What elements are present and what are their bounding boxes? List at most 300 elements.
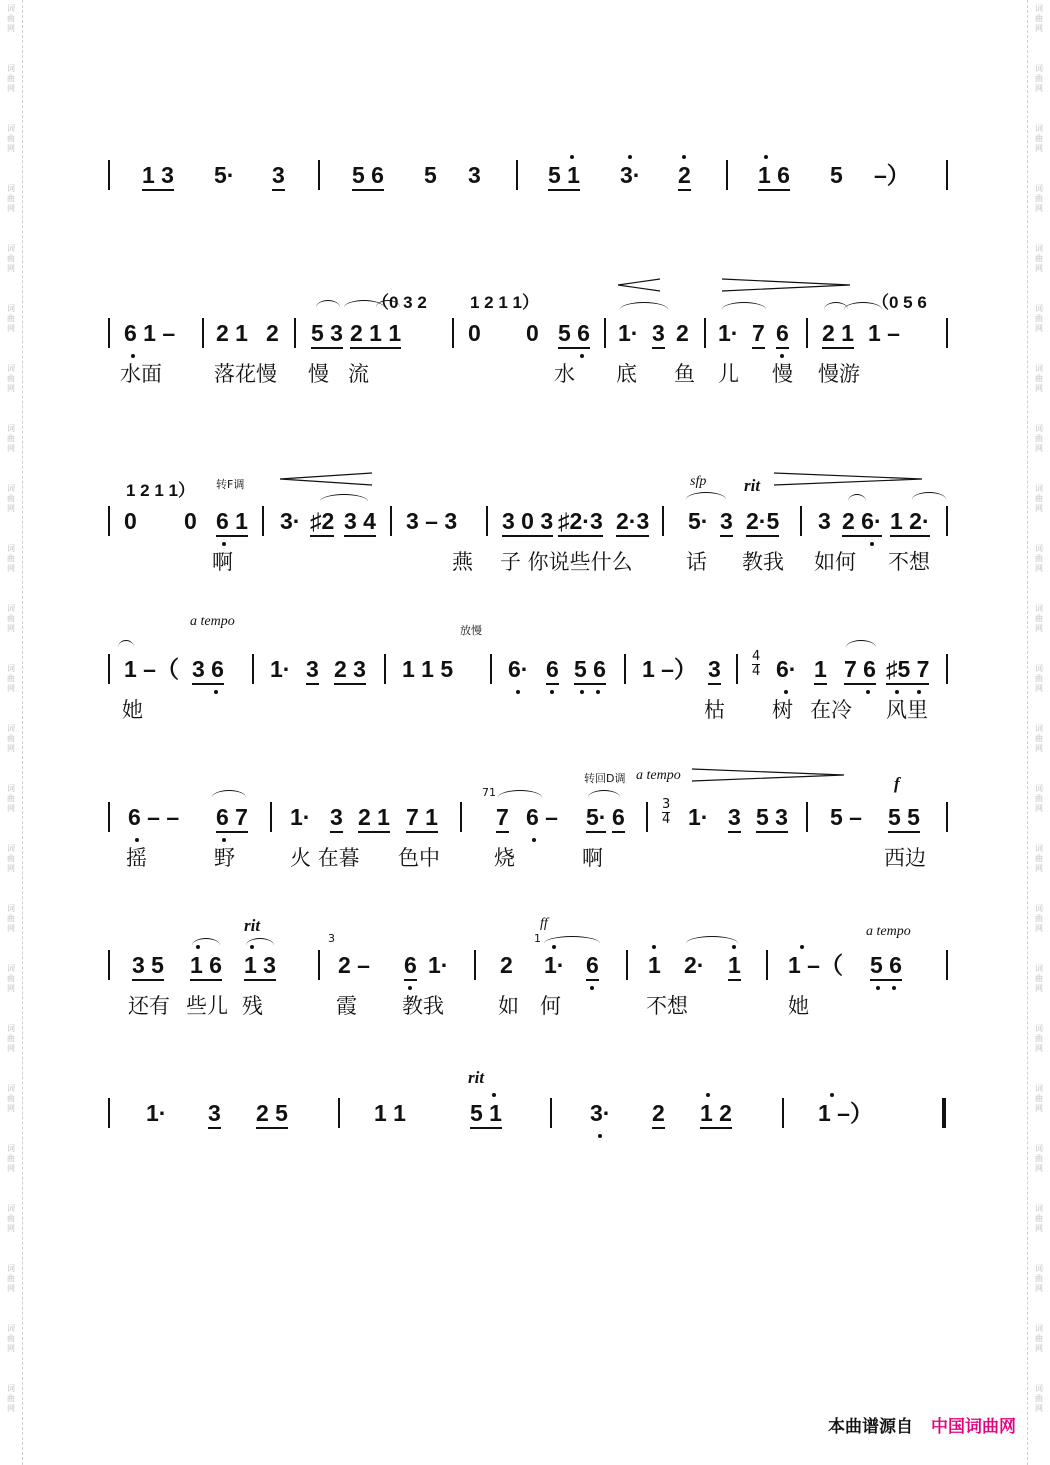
- slur: [722, 302, 766, 317]
- note-group: 6 7: [216, 804, 248, 830]
- watermark-text: 词 曲 网: [1035, 964, 1043, 993]
- note-group: 1 1 5: [402, 656, 454, 682]
- octave-dot-high: [800, 945, 804, 949]
- note-group: 2: [652, 1100, 665, 1126]
- tempo-dynamic-mark: a tempo: [190, 614, 235, 629]
- watermark-text: 词 曲 网: [7, 424, 15, 453]
- beam-underline: [470, 1127, 502, 1129]
- watermark-text: 词 曲 网: [1035, 1144, 1043, 1173]
- tempo-dynamic-mark: rit: [744, 476, 761, 495]
- note-group: 1 6: [190, 952, 222, 978]
- slur: [844, 302, 882, 317]
- slur: [118, 640, 134, 655]
- annotation-mark: 3: [328, 932, 335, 945]
- lyric-text: 色中: [398, 846, 440, 870]
- note-group: 3: [708, 656, 721, 682]
- note-group: 1 –）: [642, 656, 697, 682]
- beam-underline: [886, 683, 929, 685]
- lyric-text: 水: [554, 362, 575, 386]
- note-group: 5 1: [548, 162, 580, 188]
- barline: [736, 654, 738, 684]
- lyric-text: 残: [242, 994, 263, 1018]
- note-group: 1 –（: [124, 656, 179, 682]
- note-group: 3: [468, 162, 481, 188]
- barline: [704, 318, 706, 348]
- lyric-text: 儿: [718, 362, 739, 386]
- tempo-dynamic-mark: sfp: [690, 474, 707, 489]
- lyric-text: 流: [348, 362, 369, 386]
- beam-underline: [612, 831, 625, 833]
- barline: [318, 160, 320, 190]
- octave-dot-low: [598, 1134, 602, 1138]
- right-margin-strip: [1027, 0, 1050, 1465]
- note-group: 0: [124, 508, 137, 534]
- barline: [946, 654, 948, 684]
- note-group: 1·: [146, 1100, 167, 1126]
- lyric-text: 在冷: [810, 698, 852, 722]
- note-group: 1: [648, 952, 661, 978]
- note-group: 2 3: [334, 656, 366, 682]
- intro-phrase: （0 5 6: [872, 293, 927, 312]
- barline: [384, 654, 386, 684]
- note-group: 1 3: [244, 952, 276, 978]
- note-group: 5 6: [352, 162, 384, 188]
- watermark-text: 词 曲 网: [7, 1324, 15, 1353]
- beam-underline: [272, 189, 285, 191]
- watermark-text: 词 曲 网: [7, 1384, 15, 1413]
- note-group: 1·: [270, 656, 291, 682]
- barline: [946, 950, 948, 980]
- beam-underline: [502, 535, 553, 537]
- note-group: 2: [678, 162, 691, 188]
- slur: [912, 492, 946, 507]
- beam-underline: [822, 347, 854, 349]
- lyric-text: 她: [788, 994, 809, 1018]
- lyric-text: 教我: [742, 550, 784, 574]
- beam-underline: [256, 1127, 288, 1129]
- watermark-text: 词 曲 网: [7, 1024, 15, 1053]
- note-group: 6: [546, 656, 559, 682]
- note-group: 3 – 3: [406, 508, 458, 534]
- octave-dot-low: [876, 986, 880, 990]
- beam-underline: [574, 683, 606, 685]
- octave-dot-low: [532, 838, 536, 842]
- note-group: 3: [330, 804, 343, 830]
- note-group: 1·: [688, 804, 709, 830]
- intro-phrase: （0 3 2: [372, 293, 427, 312]
- beam-underline: [870, 979, 902, 981]
- lyric-text: 西边: [884, 846, 926, 870]
- beam-underline: [404, 979, 417, 981]
- intro-phrase: 1 2 1 1）: [470, 293, 539, 312]
- barline: [806, 802, 808, 832]
- watermark-text: 词 曲 网: [1035, 1324, 1043, 1353]
- beam-underline: [358, 831, 390, 833]
- watermark-text: 词 曲 网: [1035, 844, 1043, 873]
- lyric-text: 火 在暮: [290, 846, 360, 870]
- watermark-text: 词 曲 网: [1035, 784, 1043, 813]
- watermark-text: 词 曲 网: [7, 964, 15, 993]
- slur: [544, 936, 600, 951]
- lyric-text: 水面: [120, 362, 162, 386]
- barline: [318, 950, 320, 980]
- time-signature-numerator: 3: [662, 797, 671, 812]
- slur: [846, 640, 876, 655]
- lyric-text: 树: [772, 698, 793, 722]
- note-group: 7: [752, 320, 765, 346]
- note-group: 3: [818, 508, 831, 534]
- note-group: 3: [306, 656, 319, 682]
- note-group: 2 –: [338, 952, 370, 978]
- beam-underline: [208, 1127, 221, 1129]
- note-group: –）: [874, 162, 910, 188]
- barline: [252, 654, 254, 684]
- lyric-text: 风里: [886, 698, 928, 722]
- watermark-text: 词 曲 网: [7, 4, 15, 33]
- watermark-text: 词 曲 网: [7, 1084, 15, 1113]
- note-group: 1: [728, 952, 741, 978]
- octave-dot-low: [866, 690, 870, 694]
- watermark-text: 词 曲 网: [7, 244, 15, 273]
- note-group: 5 –: [830, 804, 862, 830]
- watermark-text: 词 曲 网: [1035, 1204, 1043, 1233]
- slur: [848, 494, 866, 509]
- note-group: 5 5: [888, 804, 920, 830]
- slur: [376, 300, 400, 315]
- watermark-text: 词 曲 网: [1035, 1024, 1043, 1053]
- lyric-text: 野: [214, 846, 235, 870]
- beam-underline: [558, 535, 603, 537]
- lyric-text: 枯: [704, 698, 725, 722]
- beam-underline: [652, 347, 665, 349]
- source-footer: [828, 1412, 1016, 1437]
- barline: [108, 506, 110, 536]
- note-group: 5 6: [870, 952, 902, 978]
- barline: [946, 802, 948, 832]
- tempo-dynamic-mark: f: [894, 774, 900, 793]
- watermark-text: 词 曲 网: [1035, 664, 1043, 693]
- note-group: 5 1: [470, 1100, 502, 1126]
- source-label: 本曲谱源自: [828, 1417, 913, 1437]
- note-group: 1·: [428, 952, 449, 978]
- octave-dot-low: [580, 354, 584, 358]
- note-group: 5 6: [574, 656, 606, 682]
- watermark-text: 词 曲 网: [1035, 724, 1043, 753]
- beam-underline: [652, 1127, 665, 1129]
- beam-underline: [814, 683, 827, 685]
- note-group: 6: [776, 320, 789, 346]
- octave-dot-high: [682, 155, 686, 159]
- note-group: 6 1: [216, 508, 248, 534]
- time-signature-denominator: 4: [662, 812, 671, 827]
- barline: [662, 506, 664, 536]
- tempo-dynamic-mark: rit: [244, 916, 261, 935]
- note-group: 7 1: [406, 804, 438, 830]
- barline: [604, 318, 606, 348]
- note-group: 2 1: [822, 320, 854, 346]
- slur: [588, 790, 620, 805]
- watermark-text: 词 曲 网: [1035, 364, 1043, 393]
- slur: [686, 492, 726, 507]
- note-group: 2: [500, 952, 513, 978]
- barline: [646, 802, 648, 832]
- beam-underline: [216, 535, 248, 537]
- barline: [766, 950, 768, 980]
- note-group: 1 6: [758, 162, 790, 188]
- barline: [550, 1098, 552, 1128]
- beam-underline: [678, 189, 691, 191]
- note-group: 3: [208, 1100, 221, 1126]
- annotation-mark: 转回D调: [584, 772, 626, 785]
- octave-dot-high: [492, 1093, 496, 1097]
- watermark-text: 词 曲 网: [1035, 184, 1043, 213]
- note-group: ♯5 7: [886, 656, 929, 682]
- lyric-text: 底: [616, 362, 637, 386]
- beam-underline: [700, 1127, 732, 1129]
- lyric-text: 何: [540, 994, 561, 1018]
- octave-dot-high: [570, 155, 574, 159]
- watermark-text: 词 曲 网: [7, 484, 15, 513]
- beam-underline: [708, 683, 721, 685]
- octave-dot-low: [214, 690, 218, 694]
- barline: [202, 318, 204, 348]
- diminuendo-hairpin: [690, 768, 846, 782]
- tempo-dynamic-mark: a tempo: [636, 768, 681, 783]
- beam-underline: [842, 535, 882, 537]
- beam-underline: [728, 831, 741, 833]
- watermark-text: 词 曲 网: [7, 1264, 15, 1293]
- lyric-text: 如: [498, 994, 519, 1018]
- watermark-text: 词 曲 网: [7, 844, 15, 873]
- note-group: 3: [720, 508, 733, 534]
- beam-underline: [132, 979, 164, 981]
- lyric-text: 不想: [888, 550, 930, 574]
- left-margin-strip: [0, 0, 23, 1465]
- note-group: 1 –（: [788, 952, 843, 978]
- barline: [626, 950, 628, 980]
- note-group: 1·: [718, 320, 739, 346]
- beam-underline: [758, 189, 790, 191]
- beam-underline: [334, 683, 366, 685]
- barline: [946, 506, 948, 536]
- beam-underline: [756, 831, 788, 833]
- barline: [806, 318, 808, 348]
- beam-underline: [496, 831, 509, 833]
- note-group: 3 0 3: [502, 508, 553, 534]
- beam-underline: [244, 979, 276, 981]
- watermark-text: 词 曲 网: [7, 664, 15, 693]
- note-group: 6: [612, 804, 625, 830]
- beam-underline: [720, 535, 733, 537]
- lyric-text: 落花慢: [214, 362, 277, 386]
- note-group: 3: [652, 320, 665, 346]
- watermark-text: 词 曲 网: [7, 304, 15, 333]
- watermark-text: 词 曲 网: [1035, 1264, 1043, 1293]
- lyric-text: 不想: [646, 994, 688, 1018]
- note-group: 2·5: [746, 508, 779, 534]
- octave-dot-low: [516, 690, 520, 694]
- barline: [294, 318, 296, 348]
- beam-underline: [844, 683, 876, 685]
- octave-dot-low: [580, 690, 584, 694]
- barline: [108, 1098, 110, 1128]
- beam-underline: [192, 683, 224, 685]
- watermark-text: 词 曲 网: [1035, 1084, 1043, 1113]
- annotation-mark: 71: [482, 786, 496, 799]
- diminuendo-hairpin: [720, 278, 852, 292]
- barline: [946, 160, 948, 190]
- octave-dot-low: [892, 986, 896, 990]
- barline: [726, 160, 728, 190]
- note-group: 2·3: [616, 508, 649, 534]
- barline: [486, 506, 488, 536]
- slur: [620, 302, 668, 317]
- note-group: 3: [272, 162, 285, 188]
- barline: [474, 950, 476, 980]
- octave-dot-low: [590, 986, 594, 990]
- time-signature-denominator: 4: [752, 664, 761, 679]
- beam-underline: [330, 831, 343, 833]
- lyric-text: 啊: [582, 846, 603, 870]
- note-group: 1 1: [374, 1100, 406, 1126]
- note-group: 3 4: [344, 508, 376, 534]
- beam-underline: [350, 347, 401, 349]
- tempo-dynamic-mark: rit: [468, 1068, 485, 1087]
- watermark-text: 词 曲 网: [1035, 544, 1043, 573]
- lyric-text: 慢: [772, 362, 793, 386]
- beam-underline: [548, 189, 580, 191]
- note-group: 6·: [776, 656, 796, 682]
- note-group: 1 2: [700, 1100, 732, 1126]
- crescendo-hairpin: [616, 278, 662, 292]
- barline: [108, 318, 110, 348]
- watermark-text: 词 曲 网: [1035, 64, 1043, 93]
- annotation-mark: 转F调: [216, 478, 245, 491]
- barline: [390, 506, 392, 536]
- lyric-text: 烧: [494, 846, 515, 870]
- octave-dot-high: [706, 1093, 710, 1097]
- note-group: 6: [404, 952, 417, 978]
- note-group: 5·: [214, 162, 235, 188]
- note-group: 2 6·: [842, 508, 882, 534]
- tempo-dynamic-mark: ff: [540, 916, 548, 931]
- note-group: 5·: [688, 508, 709, 534]
- watermark-text: 词 曲 网: [7, 124, 15, 153]
- note-group: 2 1: [216, 320, 248, 346]
- octave-dot-low: [870, 542, 874, 546]
- note-group: 5: [830, 162, 843, 188]
- octave-dot-high: [628, 155, 632, 159]
- watermark-text: 词 曲 网: [1035, 1384, 1043, 1413]
- slur: [686, 936, 738, 951]
- note-group: 2 5: [256, 1100, 288, 1126]
- barline: [800, 506, 802, 536]
- lyric-text: 摇: [126, 846, 147, 870]
- note-group: 2: [266, 320, 279, 346]
- octave-dot-high: [652, 945, 656, 949]
- barline: [490, 654, 492, 684]
- note-group: 3: [728, 804, 741, 830]
- note-group: 6 – –: [128, 804, 179, 830]
- barline: [460, 802, 462, 832]
- beam-underline: [776, 347, 789, 349]
- note-group: 7 6: [844, 656, 876, 682]
- note-group: 1 –: [868, 320, 900, 346]
- lyric-text: 子 你说些什么: [500, 550, 633, 574]
- barline: [782, 1098, 784, 1128]
- beam-underline: [746, 535, 779, 537]
- note-group: 1 –）: [818, 1100, 873, 1126]
- note-group: 5·: [586, 804, 606, 830]
- beam-underline: [310, 535, 334, 537]
- lyric-text: 教我: [402, 994, 444, 1018]
- beam-underline: [888, 831, 920, 833]
- watermark-text: 词 曲 网: [1035, 604, 1043, 633]
- note-group: 3 6: [192, 656, 224, 682]
- lyric-text: 如何: [814, 550, 856, 574]
- beam-underline: [406, 831, 438, 833]
- slur: [212, 790, 246, 805]
- note-group: ♯2: [310, 508, 334, 534]
- lyric-text: 慢游: [818, 362, 860, 386]
- watermark-text: 词 曲 网: [1035, 4, 1043, 33]
- beam-underline: [142, 189, 174, 191]
- watermark-text: 词 曲 网: [7, 184, 15, 213]
- beam-underline: [890, 535, 930, 537]
- note-group: 5 3: [756, 804, 788, 830]
- note-group: 2: [676, 320, 689, 346]
- beam-underline: [546, 683, 559, 685]
- time-signature: [752, 650, 760, 679]
- note-group: 1·: [618, 320, 639, 346]
- watermark-text: 词 曲 网: [1035, 244, 1043, 273]
- note-group: 2 1 1: [350, 320, 401, 346]
- beam-underline: [616, 535, 649, 537]
- barline: [452, 318, 454, 348]
- lyric-text: 些儿: [186, 994, 228, 1018]
- intro-phrase: 1 2 1 1）: [126, 481, 195, 500]
- octave-dot-low: [550, 690, 554, 694]
- beam-underline: [586, 979, 599, 981]
- beam-underline: [728, 979, 741, 981]
- note-group: 6 –: [526, 804, 558, 830]
- note-group: 1: [814, 656, 827, 682]
- note-group: 5 6: [558, 320, 590, 346]
- barline: [946, 318, 948, 348]
- note-group: 5 3: [311, 320, 343, 346]
- beam-underline: [752, 347, 765, 349]
- note-group: 6·: [508, 656, 528, 682]
- octave-dot-low: [596, 690, 600, 694]
- beam-underline: [344, 535, 376, 537]
- lyric-text: 燕: [452, 550, 473, 574]
- slur: [320, 494, 368, 509]
- brand-link[interactable]: 中国词曲网: [931, 1417, 1016, 1437]
- watermark-text: 词 曲 网: [1035, 904, 1043, 933]
- barline: [108, 160, 110, 190]
- note-group: 1·: [290, 804, 311, 830]
- watermark-text: 词 曲 网: [7, 1144, 15, 1173]
- note-group: 0: [184, 508, 197, 534]
- note-group: 6 1 –: [124, 320, 175, 346]
- note-group: 0: [468, 320, 481, 346]
- octave-dot-high: [830, 1093, 834, 1097]
- barline: [516, 160, 518, 190]
- note-group: 3·: [280, 508, 301, 534]
- watermark-text: 词 曲 网: [1035, 124, 1043, 153]
- note-group: 2·: [684, 952, 705, 978]
- watermark-text: 词 曲 网: [7, 64, 15, 93]
